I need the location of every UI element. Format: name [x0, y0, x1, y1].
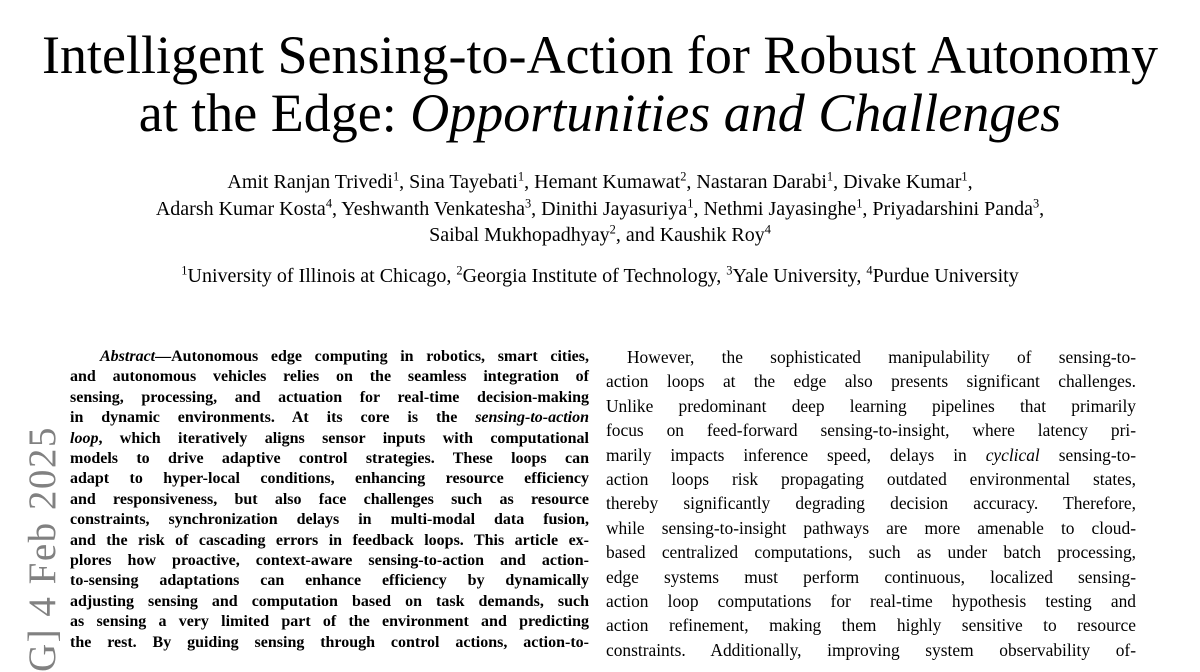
text-line: Adarsh Kumar Kosta$^4$, Yeshwanth Venkatesha$^3$, Dinithi Jayasuriya$^1$, Nethmi Jayasinghe$^1$, Priyadarshini Panda$^3$, — [155, 195, 1045, 220]
text-line: in dynamic environments. At its core is the sensing-to-action — [70, 409, 589, 427]
text-line: However, the sophisticated manipulability of sensing-to- — [627, 347, 1136, 367]
paper-title — [0, 26, 1200, 142]
text-line: thereby significantly degrading decision accuracy. Therefore, — [606, 493, 1136, 514]
text-line: marily impacts inference speed, delays in cyclical sensing-to- — [606, 444, 1136, 465]
text-line: Abstract—Autonomous edge computing in robotics, smart cities, — [100, 348, 589, 365]
text-line: based centralized computations, such as under batch processing, — [606, 542, 1136, 563]
text-line: and responsiveness, but also face challenges such as resource — [70, 490, 589, 508]
text-line: plores how proactive, context-aware sensing-to-action and action- — [70, 552, 589, 570]
text-line: models to drive adaptive control strategies. These loops can — [70, 450, 589, 468]
abstract-column — [70, 347, 589, 653]
authors-block — [0, 169, 1200, 249]
text-line: Intelligent Sensing-to-Action for Robust Autonomy — [42, 25, 1158, 85]
text-line: the rest. By guiding sensing through control actions, action-to- — [70, 633, 589, 651]
text-line: sensing, processing, and actuation for real-time decision-making — [70, 388, 589, 406]
text-line: adjusting sensing and computation based on task demands, such — [70, 592, 589, 610]
text-line: Unlike predominant deep learning pipelines that primarily — [606, 395, 1136, 416]
text-line: constraints. Additionally, improving system observability of- — [606, 639, 1136, 660]
text-line: while sensing-to-insight pathways are more amenable to cloud- — [606, 517, 1136, 538]
text-line: loop, which iteratively aligns sensor inputs with computational — [70, 429, 589, 447]
text-line: and the risk of cascading errors in feedback loops. This article ex- — [70, 531, 589, 549]
arxiv-stamp-clipped-glyph: G — [21, 642, 64, 672]
text-line: as sensing a very limited part of the environment and predicting — [70, 613, 589, 631]
arxiv-stamp — [20, 426, 66, 672]
text-line: focus on feed-forward sensing-to-insight, where latency pri- — [606, 420, 1136, 441]
body-column — [606, 345, 1136, 662]
arxiv-stamp-text: ] 4 Feb 2025 — [21, 426, 64, 643]
text-line: $^1$University of Illinois at Chicago, $^2$Georgia Institute of Technology, $^3$Yale University, $^4$Purdue University — [181, 263, 1019, 287]
text-line: and autonomous vehicles relies on the seamless integration of — [70, 368, 589, 386]
text-line: adapt to hyper-local conditions, enhancing resource efficiency — [70, 470, 589, 488]
text-line: edge systems must perform continuous, localized sensing- — [606, 566, 1136, 587]
text-line: action loops risk propagating outdated environmental states, — [606, 469, 1136, 490]
text-line: at the Edge: Opportunities and Challenges — [138, 83, 1062, 143]
text-line: action loop computations for real-time hypothesis testing and — [606, 591, 1136, 612]
text-line: constraints, synchronization delays in multi-modal data fusion, — [70, 511, 589, 529]
text-line: to-sensing adaptations can enhance efficiency by dynamically — [70, 572, 589, 590]
text-line: action loops at the edge also presents significant challenges. — [606, 371, 1136, 392]
text-line: Saibal Mukhopadhyay$^2$, and Kaushik Roy$^4$ — [429, 222, 771, 246]
text-line: Amit Ranjan Trivedi$^1$, Sina Tayebati$^1$, Hemant Kumawat$^2$, Nastaran Darabi$^1$, Divake Kumar$^1$, — [227, 169, 973, 193]
text-line: action refinement, making them highly sensitive to resource — [606, 615, 1136, 636]
affiliations-line — [0, 263, 1200, 289]
